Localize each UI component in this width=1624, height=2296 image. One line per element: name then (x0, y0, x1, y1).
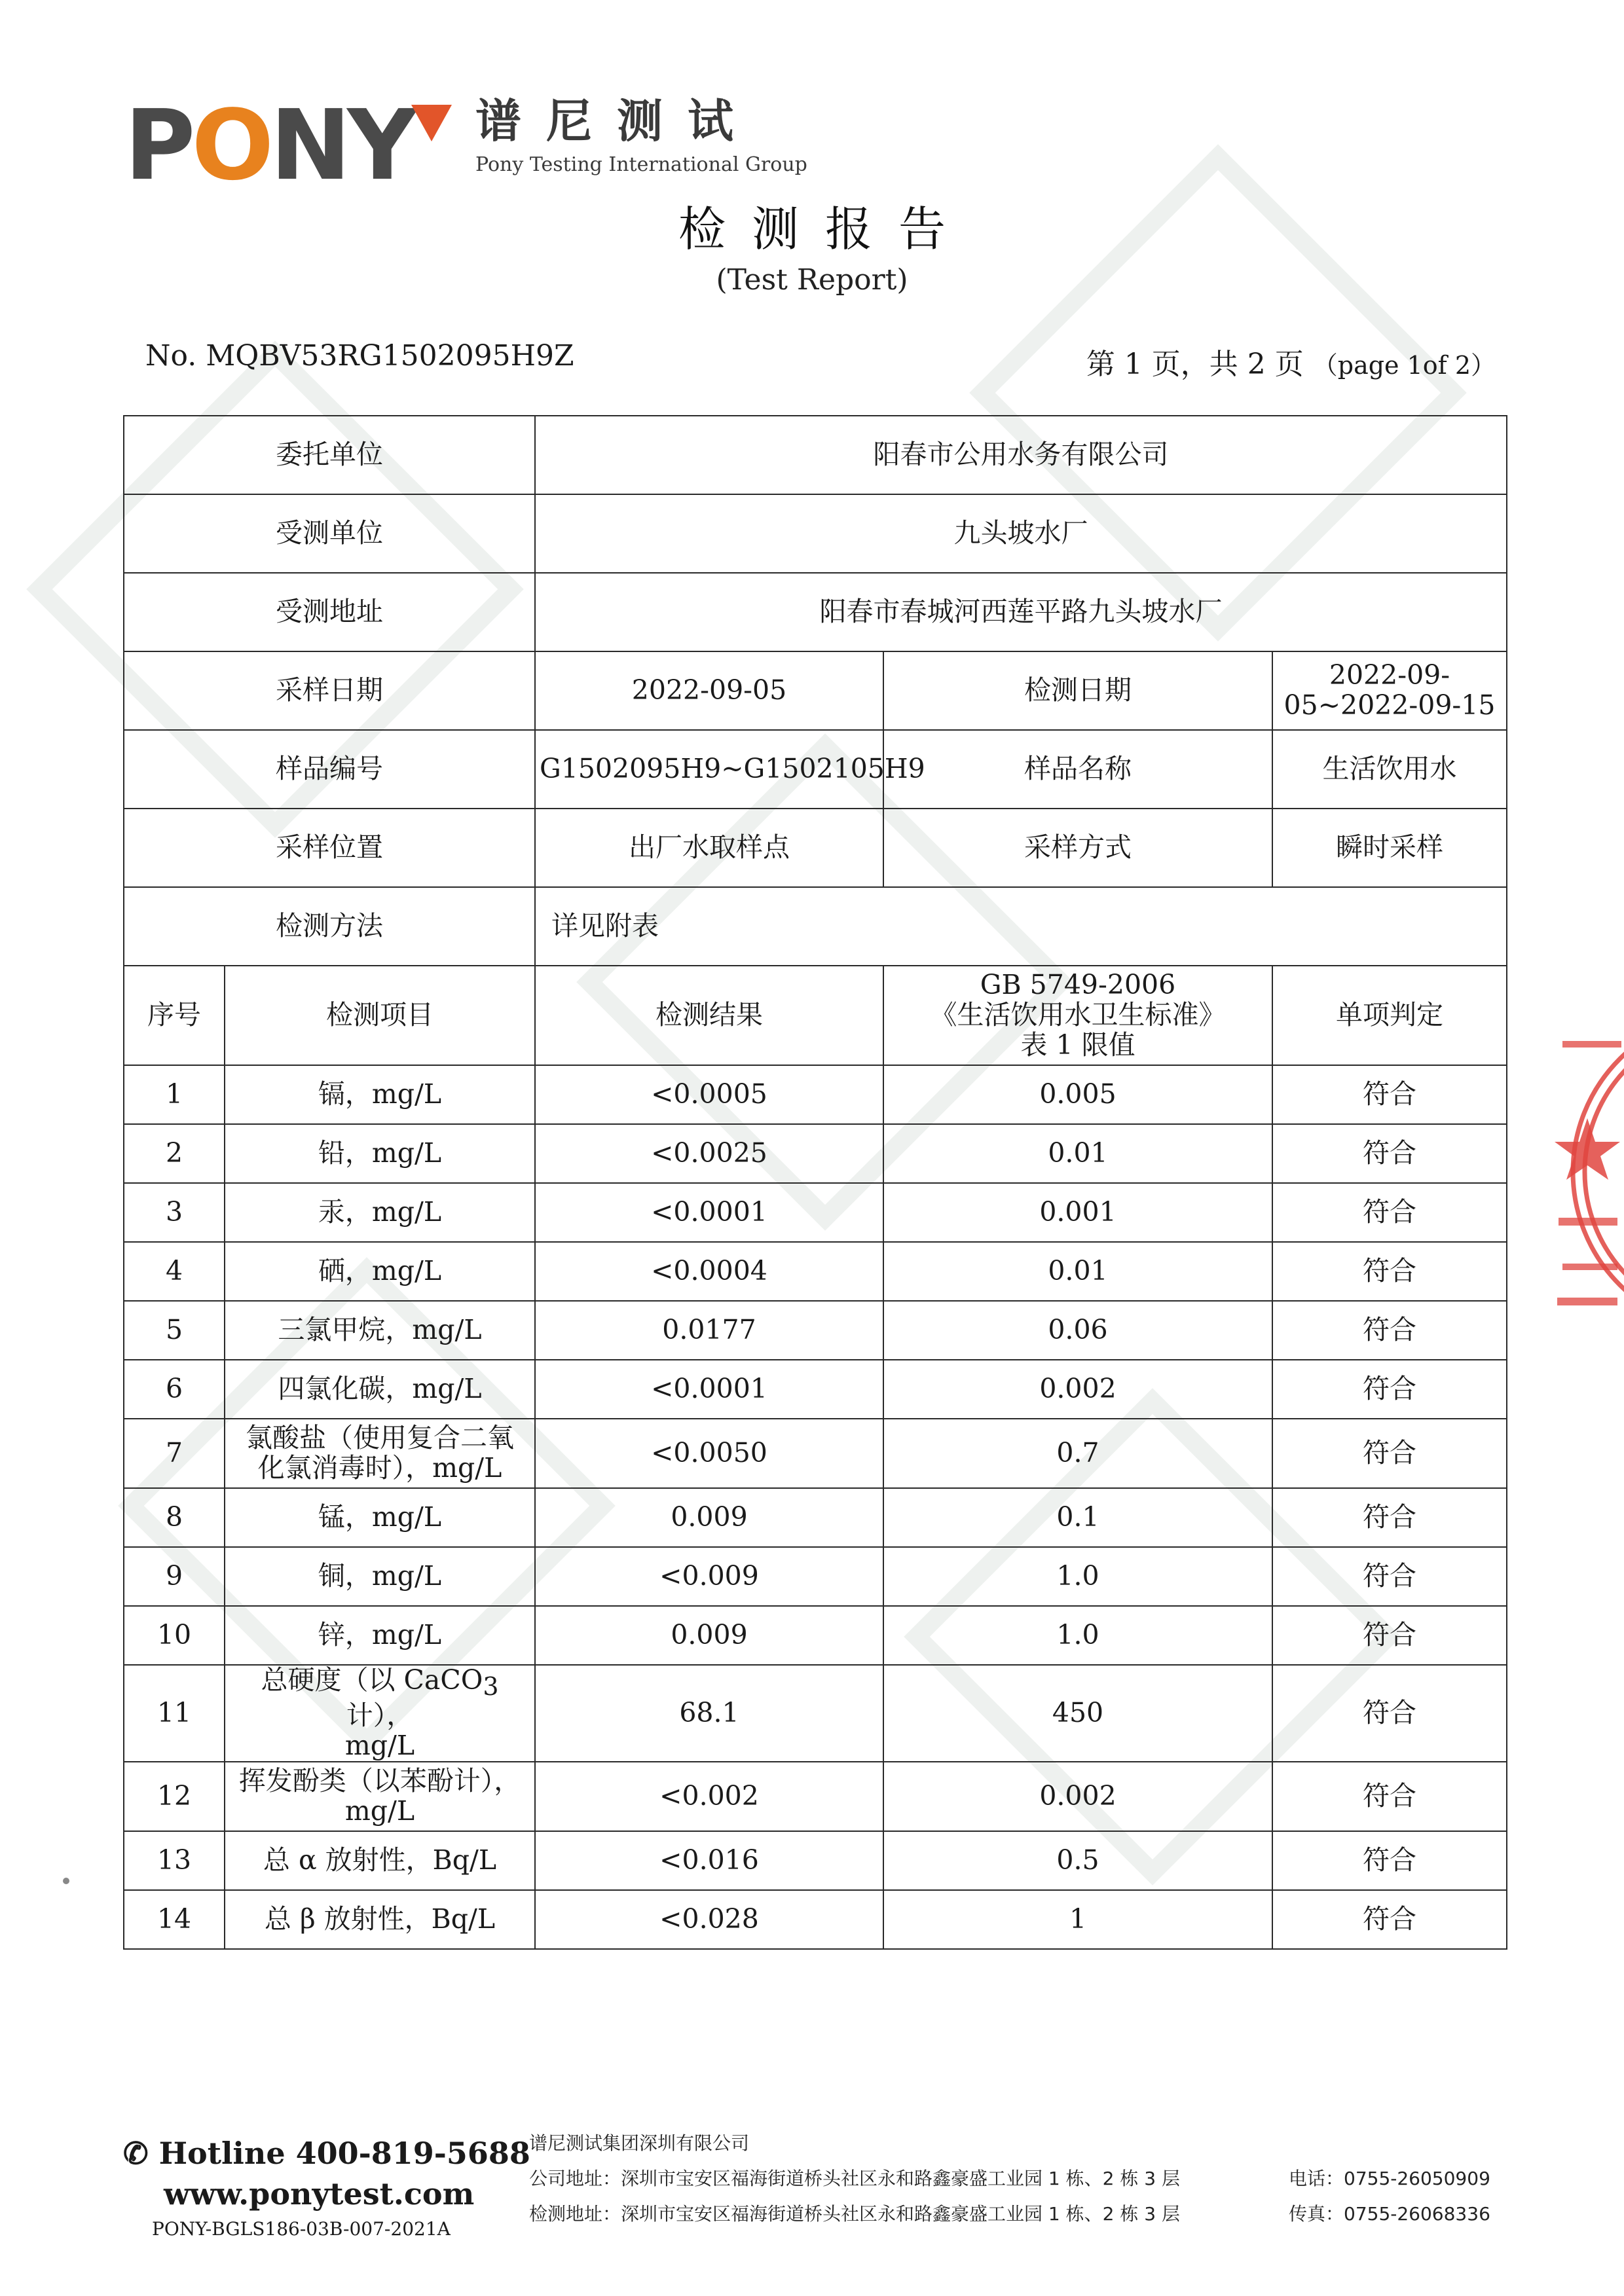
info-row-client (124, 416, 1507, 494)
row-limit: 0.01 (883, 1242, 1272, 1301)
sample-no-value: G1502095H9~G1502105H9 (535, 730, 883, 809)
tested-unit-label: 受测单位 (124, 494, 535, 573)
row-judgement: 符合 (1272, 1183, 1507, 1242)
table-row (124, 1606, 1507, 1665)
footer-company-address: 公司地址：深圳市宝安区福海街道桥头社区永和路鑫豪盛工业园 1 栋、2 栋 3 层 (529, 2168, 1180, 2189)
table-row (124, 1488, 1507, 1547)
row-result: <0.009 (535, 1547, 883, 1606)
table-row (124, 1831, 1507, 1890)
row-result: 0.0177 (535, 1301, 883, 1360)
row-limit: 0.06 (883, 1301, 1272, 1360)
hotline-text: Hotline 400-819-5688 (158, 2136, 530, 2171)
row-judgement: 符合 (1272, 1242, 1507, 1301)
location-value: 出厂水取样点 (535, 809, 883, 887)
row-judgement: 符合 (1272, 1890, 1507, 1949)
sampling-method-value: 瞬时采样 (1272, 809, 1507, 887)
table-header-row (124, 966, 1507, 1065)
row-limit: 450 (883, 1665, 1272, 1762)
row-limit: 0.002 (883, 1762, 1272, 1831)
row-item (225, 1665, 535, 1762)
row-limit: 0.01 (883, 1124, 1272, 1183)
row-judgement: 符合 (1272, 1419, 1507, 1488)
row-seq: 3 (124, 1183, 225, 1242)
footer-lab-address: 检测地址：深圳市宝安区福海街道桥头社区永和路鑫豪盛工业园 1 栋、2 栋 3 层 (529, 2203, 1180, 2225)
row-result: 0.009 (535, 1606, 883, 1665)
page-indicator-cn: 第 1 页，共 2 页 (1086, 348, 1304, 381)
row-seq: 14 (124, 1890, 225, 1949)
row-result: <0.0005 (535, 1065, 883, 1124)
row-judgement: 符合 (1272, 1488, 1507, 1547)
row-seq: 11 (124, 1665, 225, 1762)
row-limit: 0.005 (883, 1065, 1272, 1124)
standard-table: 表 1 限值 (1020, 1029, 1135, 1061)
phone-icon: ✆ (123, 2136, 149, 2171)
seal-star-icon (1555, 1118, 1620, 1180)
row-seq: 8 (124, 1488, 225, 1547)
row-result: <0.0004 (535, 1242, 883, 1301)
table-row (124, 1360, 1507, 1419)
row-result: <0.028 (535, 1890, 883, 1949)
sampling-date-value: 2022-09-05 (535, 651, 883, 730)
table-row (124, 1665, 1507, 1762)
row-item: 硒，mg/L (225, 1242, 535, 1301)
row-limit: 0.002 (883, 1360, 1272, 1419)
row-result: 0.009 (535, 1488, 883, 1547)
tested-unit-value: 九头坡水厂 (535, 494, 1507, 573)
row-item: 锌，mg/L (225, 1606, 535, 1665)
row-item: 汞，mg/L (225, 1183, 535, 1242)
row-item-line1: 氯酸盐（使用复合二氧 (246, 1422, 514, 1454)
page-indicator (1086, 340, 1496, 382)
col-header-judgement: 单项判定 (1272, 966, 1507, 1065)
row-seq: 6 (124, 1360, 225, 1419)
info-row-test-method (124, 887, 1507, 966)
row-limit: 0.001 (883, 1183, 1272, 1242)
sample-name-value: 生活饮用水 (1272, 730, 1507, 809)
info-row-address (124, 573, 1507, 651)
row-result: <0.0001 (535, 1183, 883, 1242)
row-seq: 1 (124, 1065, 225, 1124)
logo-letter-o: O (191, 89, 270, 202)
row-limit: 1.0 (883, 1547, 1272, 1606)
website-link[interactable]: www.ponytest.com (164, 2176, 475, 2212)
table-row (124, 1242, 1507, 1301)
brand-logo (124, 89, 414, 202)
logo-letter-p: P (124, 89, 192, 202)
row-item-line1: 挥发酚类（以苯酚计）， (238, 1764, 521, 1796)
row-seq: 9 (124, 1547, 225, 1606)
hotline (123, 2136, 530, 2171)
col-header-standard (883, 966, 1272, 1065)
client-label: 委托单位 (124, 416, 535, 494)
row-limit: 0.7 (883, 1419, 1272, 1488)
row-result: <0.002 (535, 1762, 883, 1831)
test-method-value: 详见附表 (535, 887, 1507, 966)
row-result: <0.0001 (535, 1360, 883, 1419)
page-indicator-en: （page 1of 2） (1312, 351, 1496, 380)
row-judgement: 符合 (1272, 1301, 1507, 1360)
document-id: PONY-BGLS186-03B-007-2021A (152, 2218, 451, 2240)
row-item: 铅，mg/L (225, 1124, 535, 1183)
sampling-date-label: 采样日期 (124, 651, 535, 730)
table-row (124, 1124, 1507, 1183)
row-item-subscript: 3 (483, 1672, 499, 1702)
info-row-dates (124, 651, 1507, 730)
official-seal-stamp (1543, 1002, 1624, 1342)
row-seq: 2 (124, 1124, 225, 1183)
row-seq: 4 (124, 1242, 225, 1301)
test-method-label: 检测方法 (124, 887, 535, 966)
info-row-sample (124, 730, 1507, 809)
row-result: <0.0025 (535, 1124, 883, 1183)
report-number: No. MQBV53RG1502095H9Z (145, 339, 574, 373)
scan-dot (63, 1878, 69, 1884)
row-limit: 1.0 (883, 1606, 1272, 1665)
row-judgement: 符合 (1272, 1606, 1507, 1665)
logo-english-name: Pony Testing International Group (475, 153, 807, 176)
client-value: 阳春市公用水务有限公司 (535, 416, 1507, 494)
row-item: 总 α 放射性，Bq/L (225, 1831, 535, 1890)
row-judgement: 符合 (1272, 1360, 1507, 1419)
info-row-tested-unit (124, 494, 1507, 573)
report-title: 检测报告 (678, 202, 972, 257)
row-item-post: 计）， (346, 1699, 414, 1731)
address-value: 阳春市春城河西莲平路九头坡水厂 (535, 573, 1507, 651)
logo-chinese-name: 谱尼测试 (475, 94, 758, 148)
row-item-pre: 总硬度（以 CaCO (261, 1664, 483, 1696)
row-judgement: 符合 (1272, 1762, 1507, 1831)
table-row (124, 1065, 1507, 1124)
row-item (225, 1762, 535, 1831)
row-item: 镉，mg/L (225, 1065, 535, 1124)
row-seq: 12 (124, 1762, 225, 1831)
row-item: 总 β 放射性，Bq/L (225, 1890, 535, 1949)
col-header-seq: 序号 (124, 966, 225, 1065)
row-limit: 0.5 (883, 1831, 1272, 1890)
test-date-value: 2022-09-05~2022-09-15 (1272, 651, 1507, 730)
sample-name-label: 样品名称 (883, 730, 1272, 809)
table-row (124, 1547, 1507, 1606)
col-header-item: 检测项目 (225, 966, 535, 1065)
test-report-table (123, 415, 1507, 1950)
table-row (124, 1301, 1507, 1360)
row-judgement: 符合 (1272, 1547, 1507, 1606)
row-judgement: 符合 (1272, 1124, 1507, 1183)
sample-no-label: 样品编号 (124, 730, 535, 809)
row-result: <0.0050 (535, 1419, 883, 1488)
row-judgement: 符合 (1272, 1065, 1507, 1124)
table-row (124, 1890, 1507, 1949)
footer-company: 谱尼测试集团深圳有限公司 (529, 2132, 750, 2154)
row-judgement: 符合 (1272, 1831, 1507, 1890)
row-item-line2: 化氯消毒时），mg/L (257, 1452, 502, 1484)
location-label: 采样位置 (124, 809, 535, 887)
row-result: <0.016 (535, 1831, 883, 1890)
row-item (225, 1419, 535, 1488)
table-row (124, 1419, 1507, 1488)
table-row (124, 1762, 1507, 1831)
row-result: 68.1 (535, 1665, 883, 1762)
row-limit: 1 (883, 1890, 1272, 1949)
row-limit: 0.1 (883, 1488, 1272, 1547)
footer-fax: 传真：0755-26068336 (1289, 2203, 1490, 2225)
table-row (124, 1183, 1507, 1242)
standard-code: GB 5749-2006 (980, 969, 1176, 1001)
row-item-line1 (229, 1666, 530, 1731)
test-date-label: 检测日期 (883, 651, 1272, 730)
row-seq: 5 (124, 1301, 225, 1360)
logo-triangle-icon (411, 105, 452, 141)
col-header-result: 检测结果 (535, 966, 883, 1065)
standard-name: 《生活饮用水卫生标准》 (930, 999, 1226, 1031)
info-row-location (124, 809, 1507, 887)
row-item: 锰，mg/L (225, 1488, 535, 1547)
row-seq: 10 (124, 1606, 225, 1665)
footer-phone: 电话：0755-26050909 (1289, 2168, 1490, 2189)
sampling-method-label: 采样方式 (883, 809, 1272, 887)
row-item: 三氯甲烷，mg/L (225, 1301, 535, 1360)
row-item: 四氯化碳，mg/L (225, 1360, 535, 1419)
address-label: 受测地址 (124, 573, 535, 651)
report-title-english: (Test Report) (716, 263, 908, 297)
row-judgement: 符合 (1272, 1665, 1507, 1762)
logo-letters-ny: NY (270, 89, 414, 202)
row-seq: 7 (124, 1419, 225, 1488)
row-item-line2: mg/L (344, 1795, 415, 1827)
row-item: 铜，mg/L (225, 1547, 535, 1606)
row-item-line2: mg/L (344, 1729, 415, 1761)
row-seq: 13 (124, 1831, 225, 1890)
